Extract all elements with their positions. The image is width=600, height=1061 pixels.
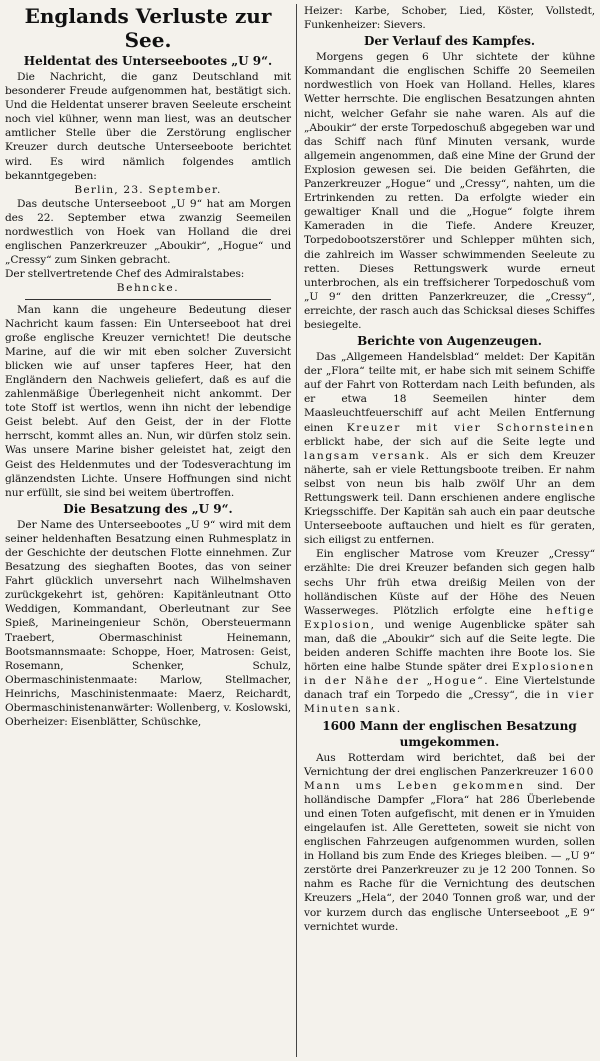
right-column <box>303 4 595 1057</box>
paragraph-battle: Morgens gegen 6 Uhr sichtete der kühne Kommandant die englischen Schiffe 20 Seemeilen nordwestlich von Hoek van Holland. Helles, klares Wetter herrschte. Die englischen Besatzungen ahnten nicht, welcher Gefahr sie nahe waren. Als auf die „Aboukir“ der erste Torpedoschuß abgegeben war und das Schiff nach fünf Minuten versank, wurde allgemein angenommen, daß eine Mine der Grund der Explosion gewesen sei. Die beiden Gefährten, die Panzerkreuzer „Hogue“ und „Cressy“, nahten, um die Ertrinkenden zu retten. Da erfolgte wieder ein gewaltiger Knall und die „Hogue“ folgte ihrem Kameraden in die Tiefe. Andere Kreuzer, Torpedobootszerstörer und Schlepper mühten sich, die zahlreich im Wasser schwimmenden Seeleute zu retten. Dieses Rettungswerk wurde erneut unterbrochen, als ein treffsicherer Torpedoschuß vom „U 9“ den dritten Panzerkreuzer, die „Cressy“, erreichte, der rasch auch das Schicksal dieses Schiffes besiegelte. <box>304 51 595 331</box>
emphasis-1600: 1600 Mann ums Leben gekommen <box>304 765 595 792</box>
text-segment: sind. Der holländische Dampfer „Flora“ hat 286 Überlebende und einen Toten aufgefischt, mit denen er in Ymuiden eingelaufen ist. Alle Geretteten, soweit sie nicht von englischen Fahrzeugen aufgenommen wurden, sollen in Holland bis zum Ende des Krieges bleiben. — „U 9“ zerstörte drei Panzerkreuzer zu je 12 200 Tonnen. So nahm es Rache für die Vernichtung des deutschen Kreuzers „Hela“, der 2040 Tonnen groß war, und der vor kurzem durch das englische Unterseeboot „E 9“ vernichtet wurde. <box>304 779 595 933</box>
paragraph-official-report: Das deutsche Unterseeboot „U 9“ hat am Morgen des 22. September etwa zwanzig Seemeilen nordwestlich von Hoek van Holland die drei englischen Panzerkreuzer „Aboukir“, „Hogue“ und „Cressy“ zum Sinken gebracht. <box>5 197 291 267</box>
text-segment: erblickt habe, der sich auf die Seite legte und <box>304 435 595 448</box>
paragraph-crew: Der Name des Unterseebootes „U 9“ wird mit dem seiner heldenhaften Besatzung einen Ruhmesplatz in der Geschichte der deutschen Flotte einnehmen. Zur Besatzung des sieghaften Bootes, das von seiner Fahrt glücklich unversehrt nach Wilhelmshaven zurückgekehrt ist, gehören: Kapitänleutnant Otto Weddigen, Kommandant, Oberleutnant zur See Spieß, Marineingenieur Schön, Obersteuermann Traebert, Obermaschinist Heinemann, Bootsmannsmaate: Schoppe, Hoer, Matrosen: Geist, Rosemann, Schenker, Schulz, Obermaschinistenmaate: Marlow, Stellmacher, Heinrichs, Maschinistenmaate: Maerz, Reichardt, Obermaschinistenanwärter: Wollenberg, v. Koslowski, Oberheizer: Eisenblätter, Schüschke, <box>5 518 291 729</box>
paragraph-rotterdam <box>304 751 595 934</box>
text-segment: Aus Rotterdam wird berichtet, daß bei der Vernichtung der drei englischen Panzerkreuzer <box>304 751 595 778</box>
emphasis-explosion: heftige Explosion, <box>304 604 595 631</box>
emphasis-versank: langsam versank. <box>304 449 431 462</box>
subheading-augenzeugen: Berichte von Augenzeugen. <box>357 334 542 349</box>
emphasis-kreuzer: Kreuzer mit vier Schornsteinen <box>346 421 595 434</box>
text-segment: Das „Allgemeen Handelsblad“ meldet: Der Kapitän der „Flora“ teilte mit, er habe sich mit seinem Schiffe auf der Fahrt von Rotterdam nach Leith befunden, als er etwa 18 Seemeilen hinter dem Maasleuchtfeuerschiff auf acht Meilen Entfernung einen <box>304 351 595 434</box>
text-segment: Als er sich dem Kreuzer näherte, sah er viele Rettungsboote treiben. Er nahm selbst von neun bis halb zwölf Uhr an dem Rettungswerk teil. Dann erschienen andere englische Kriegsschiffe. Der Kapitän sah auch ein paar deutsche Unterseeboote auftauchen und hielt es für geraten, sich eiligst zu entfernen. <box>304 449 595 547</box>
emphasis-sank: in vier Minuten sank. <box>304 689 595 716</box>
separator-line <box>25 299 271 300</box>
paragraph-sailor-report <box>304 547 595 716</box>
subheading-verlauf: Der Verlauf des Kampfes. <box>363 34 536 49</box>
paragraph-flora-report <box>304 350 595 547</box>
paragraph-commentary: Man kann die ungeheure Bedeutung dieser Nachricht kaum fassen: Ein Unterseeboot hat drei große englische Kreuzer vernichtet! Die deutsche Marine, auf die wir mit eben solcher Zuversicht blicken wie auf unser tapferes Heer, hat den Engländern den Nachweis geliefert, daß es auf die zahlenmäßige Überlegenheit nicht ankommt. Der tote Stoff ist wertlos, wenn ihn nicht der lebendige Geist belebt. Auf den Geist, der in der Flotte herrscht, kommt alles an. Nun, wir dürfen stolz sein. Was unsere Marine bisher geleistet hat, zeigt den Geist des Heldenmutes und der Todesverachtung im glänzendsten Lichte. Unsere Hoffnungen sind nicht nur erfüllt, sie sind bei weitem übertroffen. <box>5 303 291 499</box>
paragraph-admiralstab: Der stellvertretende Chef des Admiralstabes: <box>5 268 245 281</box>
article-title: Englands Verluste zur See. <box>24 4 272 52</box>
subheading-1600-mann: 1600 Mann der englischen Besatzung umgekommen. <box>322 718 577 749</box>
left-column <box>5 4 297 1057</box>
text-segment: Ein englischer Matrose vom Kreuzer „Cressy“ erzählte: Die drei Kreuzer befanden sich gegen halb sechs Uhr früh etwa dreißig Meilen von der holländischen Küste auf der Höhe des Neuen Wasserweges. Plötzlich erfolgte eine <box>304 548 595 617</box>
paragraph-intro: Die Nachricht, die ganz Deutschland mit besonderer Freude aufgenommen hat, bestätigt sich. Und die Heldentat unserer braven Seeleute erscheint noch viel kühner, wenn man liest, was an deutscher amtlicher Stelle über die Zerstörung englischer Kreuzer durch deutsche Unterseeboote berichtet wird. Es wird nämlich folgendes amtlich bekanntgegeben: <box>5 71 291 182</box>
dateline: Berlin, 23. September. <box>74 183 222 196</box>
signature-behncke: Behncke. <box>116 282 180 295</box>
subheading-heldentat: Heldentat des Unterseebootes „U 9“. <box>23 54 273 68</box>
text-segment: und wenige Augenblicke später sah man, daß die „Aboukir“ sich auf die Seite legte. Die beiden anderen Schiffe machten ihre Boote los. Sie hörten eine halbe Stunde später drei <box>304 618 595 674</box>
subheading-besatzung: Die Besatzung des „U 9“. <box>63 501 233 516</box>
paragraph-crew-continued: Heizer: Karbe, Schober, Lied, Köster, Vollstedt, Funkenheizer: Sievers. <box>304 5 595 32</box>
text-segment: Eine Viertelstunde danach traf ein Torpedo die „Cressy“, die <box>304 675 595 702</box>
emphasis-explosionen: Explosionen in der Nähe der „Hogue“. <box>304 661 595 688</box>
